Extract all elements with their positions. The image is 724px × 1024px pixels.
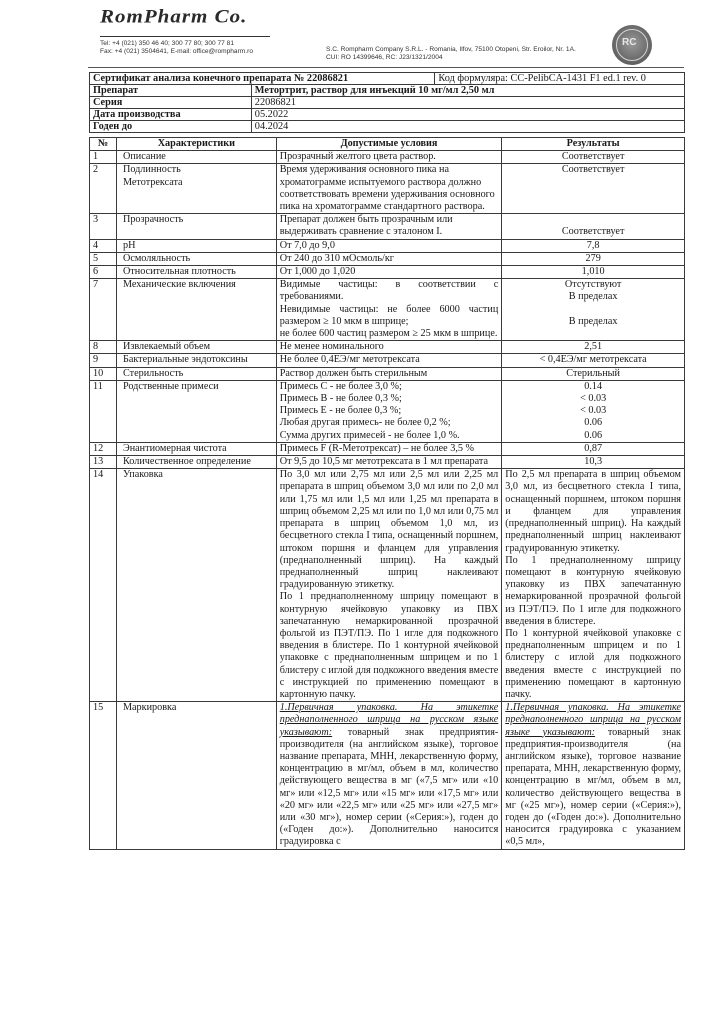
row-condition: Препарат должен быть прозрачным или выдерживать сравнение с эталоном I. [276,214,502,239]
row-number: 1 [90,151,117,164]
contact-info [100,40,253,57]
row-number: 4 [90,239,117,252]
info-value: 04.2024 [251,121,684,133]
table-row [90,164,685,214]
info-row [90,85,685,97]
row-result: 279 [502,252,685,265]
row-characteristic: Механические включения [116,279,276,341]
info-row [90,109,685,121]
column-header-conditions: Допустимые условия [276,138,502,151]
row-number: 12 [90,442,117,455]
registration-line: CUI: RO 14399646, RC: J23/1321/2004 [326,54,443,62]
info-value: 22086821 [251,97,684,109]
table-row [90,252,685,265]
table-row [90,279,685,341]
table-row [90,469,685,702]
row-condition: От 1,000 до 1,020 [276,266,502,279]
info-label: Дата производства [90,109,252,121]
row-number: 10 [90,367,117,380]
row-result: 0.14 < 0.03 < 0.03 0.06 0.06 [502,380,685,442]
row-result: Отсутствуют В пределах В пределах [502,279,685,341]
row-result [502,702,685,849]
certificate-header-table [89,72,685,133]
table-row [90,456,685,469]
row-characteristic: Подлинность Метотрексата [116,164,276,214]
row-characteristic: Стерильность [116,367,276,380]
row-result: 7,8 [502,239,685,252]
row-number: 15 [90,702,117,849]
table-row [90,151,685,164]
row-condition: Время удерживания основного пика на хроматограмме испытуемого раствора должно соответствовать времени удерживания основного пика на хроматограмме стандартного раствора. [276,164,502,214]
label-text: товарный знак предприятия-производителя (на английском языке), торговое название препарата, МНН, лекарственную форму, концентрацию в мг/мл, объем в мл, количество действующего вещества в мг («7,5 мг» или «10 мг» или «12,5 мг» или «15 мг» или «17,5 мг» или «20 мг» или «22,5 мг» или «25 мг» или «27,5 мг» или «30 мг»), номер серии («Серия:»), годен до («Годен до:»). Дополнительно наносится градуировка с [279,726,499,848]
row-condition: Не более 0,4ЕЭ/мг метотрексата [276,354,502,367]
table-row [90,702,685,849]
row-result: По 2,5 мл препарата в шприц объемом 3,0 мл, из бесцветного стекла I типа, оснащенный поршнем, штоком поршня и фланцем для управления (преднаполненный шприц). На каждый преднаполненный шприц наклеивают градуированную этикетку. По 1 преднаполненному шприцу помещают в контурную ячейковую упаковку из ПВХ запечатанную немаркированной прозрачной фольгой из ПЭТ/ПЭ. По 1 игле для подкожного введения в блистере. По 1 контурной ячейковой упаковке с преднаполненным шприцем и по 1 блистеру с иглой для подкожного введения вместе с инструкцией по применению помещают в картонную пачку. [502,469,685,702]
company-logo: RomPharm Co. [100,5,248,27]
row-condition: От 240 до 310 мОсмоль/кг [276,252,502,265]
row-condition [276,702,502,849]
row-result: < 0,4ЕЭ/мг метотрексата [502,354,685,367]
table-row [90,266,685,279]
row-characteristic: Описание [116,151,276,164]
row-condition: Примесь F (R-Метотрексат) – не более 3,5 % [276,442,502,455]
fax-line: Fax: +4 (021) 3504641, E-mail: office@rompharm.ro [100,48,253,56]
row-characteristic: Извлекаемый объем [116,341,276,354]
certificate-title: Сертификат анализа конечного препарата № 22086821 [90,73,435,85]
row-result: 0,87 [502,442,685,455]
row-condition: Прозрачный желтого цвета раствор. [276,151,502,164]
info-row [90,121,685,133]
company-address [326,46,576,63]
row-number: 13 [90,456,117,469]
table-row [90,341,685,354]
specification-table [89,137,685,850]
row-result: Соответствует [502,151,685,164]
table-row [90,214,685,239]
row-result: 1,010 [502,266,685,279]
row-characteristic: Упаковка [116,469,276,702]
row-characteristic: Количественное определение [116,456,276,469]
info-label: Годен до [90,121,252,133]
phone-line: Tel: +4 (021) 350 46 40; 300 77 80; 300 77 81 [100,40,234,47]
info-value: Метортрит, раствор для инъекций 10 мг/мл 2,50 мл [251,85,684,97]
row-characteristic: Родственные примеси [116,380,276,442]
label-heading: 1.Первичная упаковка. На этикетке преднаполненного шприца на русском языке указывают: [505,702,681,738]
row-number: 6 [90,266,117,279]
info-value: 05.2022 [251,109,684,121]
row-condition: По 3,0 мл или 2,75 мл или 2,5 мл или 2,25 мл препарата в шприц объемом 3,0 мл или по 2,0 мл или 1,75 мл или 1,5 мл или 1,25 мл препарата в шприц объемом 2,25 мл или по 1,0 мл или 0,75 мл препарата в шприц объемом 1,0 мл, из бесцветного стекла I типа, оснащенный поршнем, штоком поршня и фланцем для управления (преднаполненный шприц). На каждый преднаполненный шприц наклеивают градуированную этикетку. По 1 преднаполненному шприцу помещают в контурную ячейковую упаковку из ПВХ запечатанную немаркированной прозрачной фольгой из ПЭТ/ПЭ. По 1 игле для подкожного введения в блистере. По 1 контурной ячейковой упаковке с преднаполненным шприцем и по 1 блистеру с иглой для подкожного введения вместе с инструкцией по применению помещают в картонную пачку. [276,469,502,702]
info-label: Серия [90,97,252,109]
row-number: 14 [90,469,117,702]
row-number: 8 [90,341,117,354]
table-row [90,354,685,367]
info-row [90,97,685,109]
table-row [90,367,685,380]
table-row [90,380,685,442]
row-condition: Не менее номинального [276,341,502,354]
row-condition: Видимые частицы: в соответствии с требованиями. Невидимые частицы: не более 6000 частиц размером ≥ 10 мкм в шприце; не более 600 частиц размером ≥ 25 мкм в шприце. [276,279,502,341]
table-row [90,442,685,455]
row-characteristic: Прозрачность [116,214,276,239]
seal-monogram: RC [622,37,637,48]
logo-underline [100,36,270,37]
row-number: 11 [90,380,117,442]
row-characteristic: Относительная плотность [116,266,276,279]
certificate-title-row [90,73,685,85]
row-characteristic: Осмоляльность [116,252,276,265]
table-row [90,239,685,252]
column-header-number: № [90,138,117,151]
row-result: Соответствует [502,214,685,239]
info-label: Препарат [90,85,252,97]
column-header-results: Результаты [502,138,685,151]
row-characteristic: Маркировка [116,702,276,849]
column-header-characteristic: Характеристики [116,138,276,151]
label-text: товарный знак предприятия-производителя (на английском языке), торговое название препарата, МНН, лекарственную форму, концентрацию в мг/мл, объем в мл, количество действующего вещества в мг («25 мг»), номер серии («Серия:»), годен до («Годен до:»). Дополнительно наносится градуировка с указанием «0,5 мл», [505,726,681,848]
address-line: S.C. Rompharm Company S.R.L. - Romania, Ilfov, 75100 Otopeni, Str. Eroilor, Nr. 1A. [326,46,576,53]
header-divider [88,67,684,68]
row-condition: От 9,5 до 10,5 мг метотрексата в 1 мл препарата [276,456,502,469]
row-characteristic: Бактериальные эндотоксины [116,354,276,367]
form-code: Код формуляра: CC-PelibCA-1431 F1 ed.1 rev. 0 [435,73,685,85]
row-number: 5 [90,252,117,265]
row-number: 9 [90,354,117,367]
row-characteristic: pH [116,239,276,252]
row-result: Стерильный [502,367,685,380]
row-result: 2,51 [502,341,685,354]
row-result: Соответствует [502,164,685,214]
row-number: 7 [90,279,117,341]
label-heading: 1.Первичная упаковка. На этикетке преднаполненного шприца на русском языке указывают: [279,702,499,738]
row-condition: От 7,0 до 9,0 [276,239,502,252]
row-result: 10,3 [502,456,685,469]
table-header-row [90,138,685,151]
row-characteristic: Энантиомерная чистота [116,442,276,455]
row-number: 3 [90,214,117,239]
row-number: 2 [90,164,117,214]
row-condition: Раствор должен быть стерильным [276,367,502,380]
row-condition: Примесь С - не более 3,0 %; Примесь В - не более 0,3 %; Примесь Е - не более 0,3 %; Любая другая примесь- не более 0,2 %; Сумма других примесей - не более 1,0 %. [276,380,502,442]
